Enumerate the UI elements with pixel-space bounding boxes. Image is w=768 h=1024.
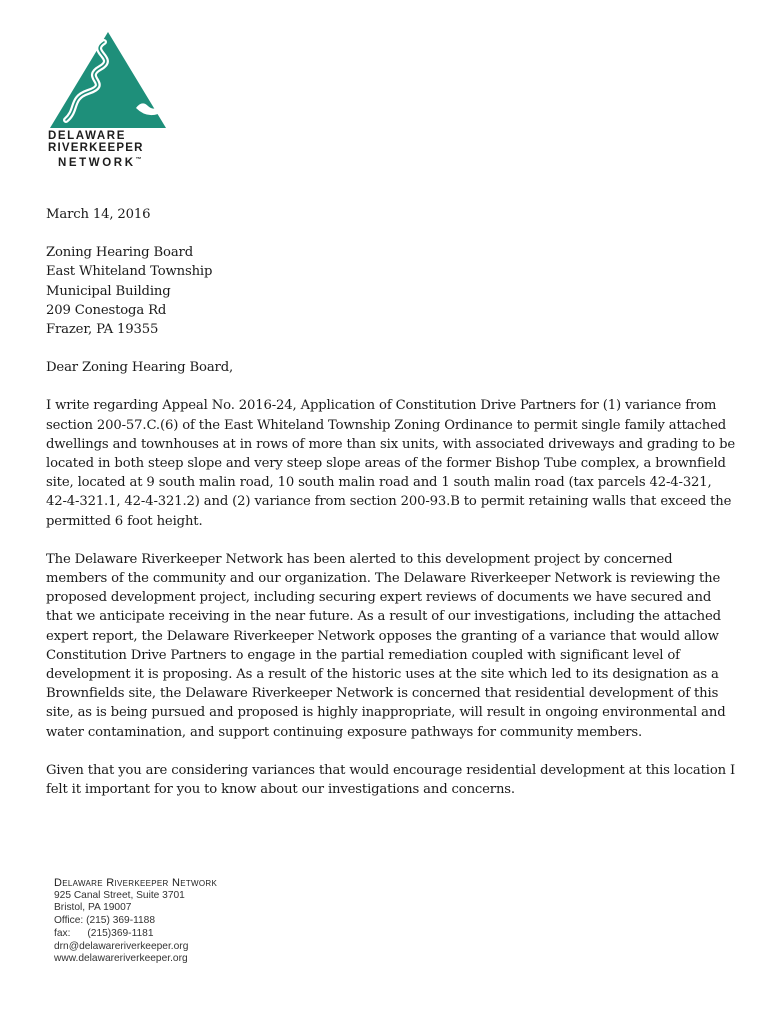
organization-logo (44, 30, 180, 170)
footer-street: 925 Canal Street, Suite 3701 (54, 889, 185, 901)
logo-line-riverkeeper: RIVERKEEPER (48, 142, 144, 154)
footer-website: www.delawareriverkeeper.org (54, 953, 188, 965)
footer-office-phone: Office: (215) 369-1188 (54, 915, 155, 927)
river-triangle-icon (48, 30, 168, 130)
footer-email: drn@delawareriverkeeper.org (54, 940, 189, 952)
logo-line-network (48, 154, 188, 169)
logo-wordmark (48, 130, 188, 169)
address-line: Municipal Building (46, 283, 171, 299)
address-line: Frazer, PA 19355 (46, 322, 159, 338)
address-line: Zoning Hearing Board (46, 245, 193, 261)
logo-line-delaware: DELAWARE (48, 130, 126, 142)
footer-fax: fax: (215)369-1181 (54, 927, 154, 939)
letterhead-footer (54, 877, 354, 966)
letter-body (46, 205, 736, 818)
paragraph-position: The Delaware Riverkeeper Network has been alerted to this development project by concerned members of the community and our organization. The Delaware Riverkeeper Network is reviewing the proposed development project, including securing expert reviews of documents we have secured and that we anticipate receiving in the near future. As a result of our investigations, including the attached expert report, the Delaware Riverkeeper Network opposes the granting of a variance that would allow Constitution Drive Partners to engage in the partial remediation coupled with significant level of development it is proposing. As a result of the historic uses at the site which led to its designation as a Brownfields site, the Delaware Riverkeeper Network is concerned that residential development of this site, as is being pursued and proposed is highly inappropriate, will result in ongoing environmental and water contamination, and support continuing exposure pathways for community members. (46, 551, 726, 740)
letter-date: March 14, 2016 (46, 207, 151, 222)
recipient-address (46, 243, 736, 339)
salutation: Dear Zoning Hearing Board, (46, 360, 234, 376)
footer-city: Bristol, PA 19007 (54, 902, 132, 914)
logo-network-text: NETWORK (58, 156, 136, 169)
paragraph-appeal: I write regarding Appeal No. 2016-24, Application of Constitution Drive Partners for (1) variance from section 200-57.C.(6) of the East Whiteland Township Zoning Ordinance to permit single family attached dwellings and townhouses at in rows of more than six units, with associated driveways and grading to be located in both steep slope and very steep slope areas of the former Bishop Tube complex, a brownfield site, located at 9 south malin road, 10 south malin road and 1 south malin road (tax parcels 42-4-321, 42-4-321.1, 42-4-321.2) and (2) variance from section 200-93.B to permit retaining walls that exceed the permitted 6 foot height. (46, 398, 736, 529)
trademark-mark: ™ (135, 157, 145, 163)
address-line: 209 Conestoga Rd (46, 302, 167, 318)
paragraph-closing: Given that you are considering variances that would encourage residential development at this location I felt it important for you to know about our investigations and concerns. (46, 762, 736, 798)
footer-org-name: Delaware Riverkeeper Network (54, 877, 218, 889)
address-line: East Whiteland Township (46, 264, 213, 280)
